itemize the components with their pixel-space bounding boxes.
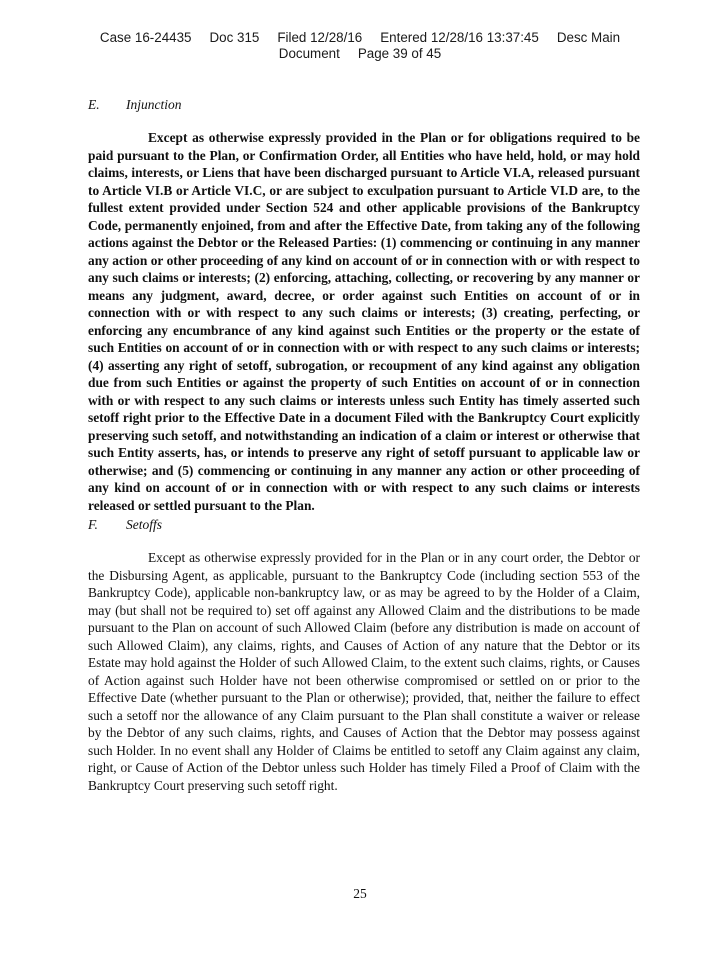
header-line-1 [0,30,720,46]
section-e-title: Injunction [126,97,182,112]
court-filing-header [0,30,720,62]
section-f-title: Setoffs [126,517,162,532]
header-line-2 [0,46,720,62]
section-f-letter: F. [88,517,98,532]
section-e-body: Except as otherwise expressly provided in the Plan or for obligations required to be paid pursuant to the Plan, or Confirmation Order, all Entities who have held, hold, or may hold claims, interests, or Liens that have been discharged pursuant to Article VI.A, released pursuant to Article VI.B or Article VI.C, or are subject to exculpation pursuant to Article VI.D are, to the fullest extent provided under Section 524 and other applicable provisions of the Bankruptcy Code, permanently enjoined, from and after the Effective Date, from taking any of the following actions against the Debtor or the Released Parties: (1) commencing or continuing in any manner any action or other proceeding of any kind on account of or in connection with or with respect to any such claims or interests; (2) enforcing, attaching, collecting, or recovering by any manner or means any judgment, award, decree, or order against such Entities on account of or in connection with or with respect to any such claims or interests; (3) creating, perfecting, or enforcing any encumbrance of any kind against such Entities or the property or the estate of such Entities on account of or in connection with or with respect to any such claims or interests; (4) asserting any right of setoff, subrogation, or recoupment of any kind against any obligation due from such Entities or against the property of such Entities on account of or in connection with or with respect to any such claims or interests unless such Entity has timely asserted such setoff right prior to the Effective Date in a document Filed with the Bankruptcy Court explicitly preserving such setoff, and notwithstanding an indication of a claim or interest or otherwise that such Entity asserts, has, or intends to preserve any right of setoff pursuant to applicable law or otherwise; and (5) commencing or continuing in any manner any action or other proceeding of any kind on account of or in connection with or with respect to any such claims or interests released or settled pursuant to the Plan. [88,130,640,513]
section-e-heading [88,97,182,113]
section-f-heading [88,517,162,533]
doc-number: Doc 315 [209,30,260,45]
entered-date: Entered 12/28/16 13:37:45 [380,30,539,45]
filed-date: Filed 12/28/16 [277,30,363,45]
section-e-letter: E. [88,97,100,112]
page-indicator: Page 39 of 45 [357,46,442,61]
page-number: 25 [353,886,367,901]
desc-label: Desc Main [556,30,621,45]
section-f-body: Except as otherwise expressly provided for in the Plan or in any court order, the Debtor or the Disbursing Agent, as applicable, pursuant to the Bankruptcy Code (including section 553 of the Bankruptcy Code), applicable non-bankruptcy law, or as may be agreed to by the Holder of a Claim, may (but shall not be required to) set off against any Allowed Claim and the distributions to be made pursuant to the Plan on account of such Allowed Claim (before any distribution is made on account of such Allowed Claim), any claims, rights, and Causes of Action of any nature that the Debtor or its Estate may hold against the Holder of such Allowed Claim, to the extent such claims, rights, or Causes of Action against such Holder have not been otherwise compromised or settled on or prior to the Effective Date (whether pursuant to the Plan or otherwise); provided, that, neither the failure to effect such a setoff nor the allowance of any Claim pursuant to the Plan shall constitute a waiver or release by the Debtor of any such claims, rights, and Causes of Action that the Debtor may possess against such Holder. In no event shall any Holder of Claims be entitled to setoff any Claim against any claim, right, or Cause of Action of the Debtor unless such Holder has timely Filed a Proof of Claim with the Bankruptcy Court preserving such setoff right. [88,550,640,793]
case-number: Case 16-24435 [99,30,192,45]
document-label: Document [278,46,340,61]
